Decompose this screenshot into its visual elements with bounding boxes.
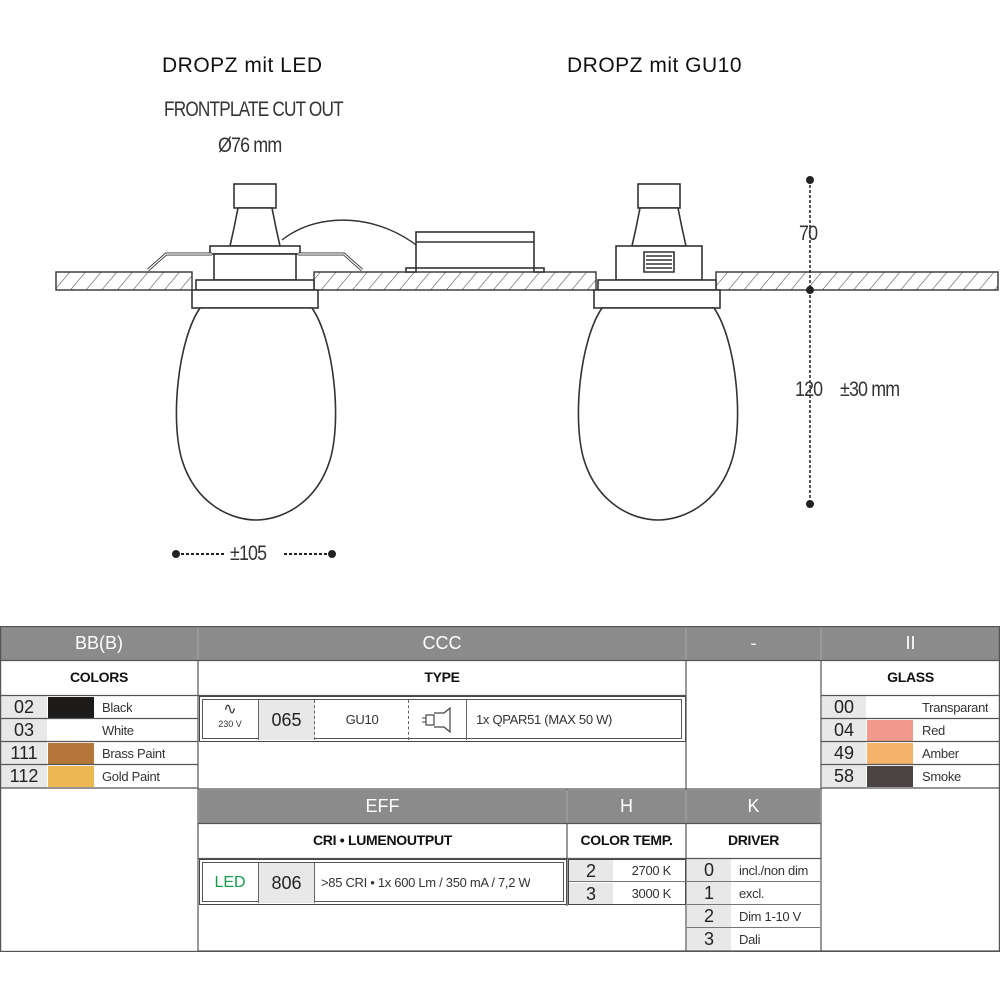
cutout-diameter: Ø76 mm <box>218 134 282 157</box>
color-code: 02 <box>1 696 47 719</box>
voltage-label: 230 V <box>218 719 242 729</box>
glass-code: 49 <box>822 742 866 765</box>
subheader-cri-lumen: CRI • LUMENOUTPUT <box>199 824 566 858</box>
cutout-label: FRONTPLATE CUT OUT <box>164 98 343 121</box>
glass-name: Transparant <box>922 700 989 715</box>
color-code: 112 <box>1 765 47 788</box>
header-ii: II <box>822 627 999 660</box>
table-grid <box>0 626 1000 952</box>
glass-code: 04 <box>822 719 866 742</box>
title-gu10: DROPZ mit GU10 <box>567 54 743 77</box>
eff-code: 806 <box>258 863 315 903</box>
color-code: 03 <box>1 719 47 742</box>
driver-code: 0 <box>687 859 731 882</box>
dim-height-tolerance: ±30 mm <box>840 378 900 401</box>
header-dash: - <box>687 627 820 660</box>
color-name: Gold Paint <box>102 769 160 784</box>
color-code: 111 <box>1 742 47 765</box>
dim-height-top: 70 <box>799 222 818 245</box>
driver-name: Dali <box>739 932 761 947</box>
color-name: Black <box>102 700 133 715</box>
led-fixture-drawing <box>148 184 544 520</box>
type-code: 065 <box>258 700 315 740</box>
header-eff: EFF <box>199 790 566 823</box>
subheader-colors: COLORS <box>1 661 197 695</box>
title-led: DROPZ mit LED <box>162 54 323 77</box>
subheader-driver: DRIVER <box>687 824 820 858</box>
product-code-table <box>0 626 1000 952</box>
temp-value: 3000 K <box>631 886 671 901</box>
temp-code: 2 <box>569 860 613 882</box>
glass-code: 00 <box>822 696 866 719</box>
header-bb: BB(B) <box>1 627 197 660</box>
glass-name: Smoke <box>922 769 961 784</box>
glass-code: 58 <box>822 765 866 788</box>
lamp-label: 1x QPAR51 (MAX 50 W) <box>476 712 613 727</box>
socket-label: GU10 <box>316 700 409 740</box>
subheader-color-temp: COLOR TEMP. <box>568 824 685 858</box>
driver-code: 2 <box>687 905 731 928</box>
color-name: White <box>102 723 134 738</box>
dim-width: ±105 <box>230 542 267 565</box>
gu10-fixture-drawing <box>578 184 737 520</box>
glass-name: Red <box>922 723 945 738</box>
glass-name: Amber <box>922 746 959 761</box>
driver-code: 1 <box>687 882 731 905</box>
subheader-glass: GLASS <box>822 661 999 695</box>
driver-name: excl. <box>739 886 765 901</box>
temp-code: 3 <box>569 883 613 905</box>
dim-height-bottom: 120 <box>795 378 823 401</box>
ac-symbol-icon: ∿ <box>223 703 237 718</box>
subheader-type: TYPE <box>199 661 685 695</box>
source-label: LED <box>214 874 246 891</box>
driver-name: Dim 1-10 V <box>739 909 802 924</box>
driver-code: 3 <box>687 928 731 951</box>
driver-name: incl./non dim <box>739 863 809 878</box>
eff-description: >85 CRI • 1x 600 Lm / 350 mA / 7,2 W <box>321 875 531 890</box>
temp-value: 2700 K <box>631 863 671 878</box>
color-name: Brass Paint <box>102 746 166 761</box>
header-k: K <box>687 790 820 823</box>
header-ccc: CCC <box>199 627 685 660</box>
header-h: H <box>568 790 685 823</box>
